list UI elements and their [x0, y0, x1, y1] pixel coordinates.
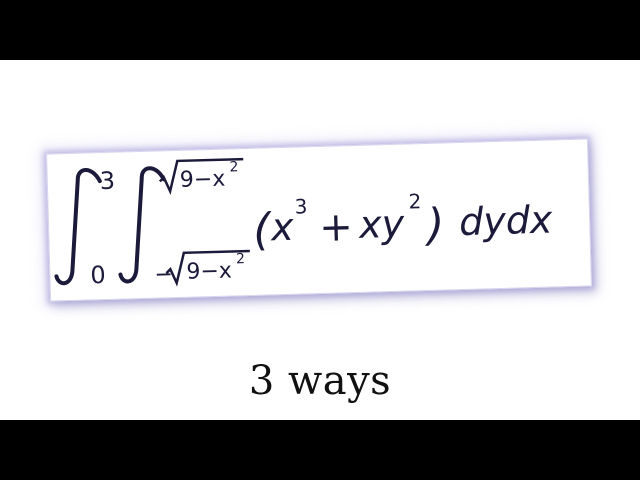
close-paren: ): [426, 199, 446, 251]
inner-upper-limit: [159, 159, 244, 193]
term2-exponent: 2: [408, 189, 422, 214]
letterbox-bottom: [0, 420, 640, 480]
integrand: [252, 189, 445, 256]
open-paren: (: [252, 204, 272, 256]
outer-lower-limit: 0: [90, 260, 107, 290]
double-integral-expression: [47, 139, 591, 300]
inner-upper-exponent: 2: [229, 159, 239, 176]
inner-lower-radicand: 9−x: [186, 258, 233, 285]
equation-card: [46, 138, 592, 301]
inner-lower-exponent: 2: [235, 251, 246, 268]
plus-sign: +: [318, 204, 354, 251]
differentials: dydx: [458, 197, 553, 245]
term2-base: xy: [358, 201, 405, 247]
caption: 3 ways: [248, 358, 392, 404]
inner-lower-sign: −: [154, 262, 174, 288]
letterbox-top: [0, 0, 640, 60]
video-frame: [0, 60, 640, 420]
term1-exponent: 3: [294, 194, 308, 219]
inner-upper-radicand: 9−x: [179, 166, 226, 193]
outer-upper-limit: 3: [99, 166, 116, 196]
term1-base: x: [270, 204, 295, 250]
inner-lower-limit: [154, 251, 251, 288]
